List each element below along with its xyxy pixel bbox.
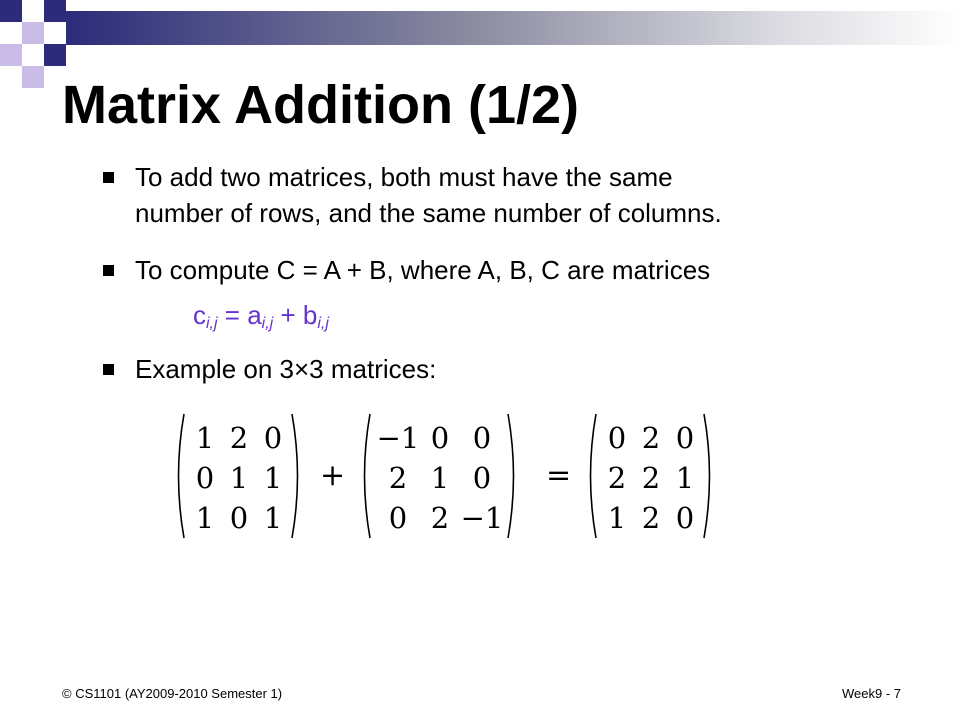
bullet-1-line-2: number of rows, and the same number of columns. [135, 198, 722, 228]
header-gradient-bar [66, 11, 960, 45]
matrix-cell: 0 [675, 501, 695, 535]
decorative-square [22, 22, 44, 44]
bullet-3-line-1: Example on 3×3 matrices: [135, 354, 437, 384]
equals-operator: = [546, 458, 572, 493]
left-parenthesis [584, 412, 598, 540]
matrix-cell: 0 [607, 421, 627, 455]
decorative-square [44, 0, 66, 22]
plus-operator: + [320, 458, 346, 493]
matrix-a-cells [188, 418, 290, 538]
bullet-marker [103, 265, 114, 276]
matrix-cell: 0 [675, 421, 695, 455]
matrix-cell: 0 [195, 461, 215, 495]
decorative-square [44, 44, 66, 66]
matrix-cell: −1 [376, 421, 420, 455]
matrix-cell: 0 [263, 421, 283, 455]
matrix-cell: 1 [675, 461, 695, 495]
matrix-cell: 0 [229, 501, 249, 535]
matrix-cell: −1 [460, 501, 504, 535]
matrix-cell: 2 [641, 501, 661, 535]
matrix-cell: 1 [195, 501, 215, 535]
matrix-cell: 0 [430, 421, 450, 455]
bullet-marker [103, 364, 114, 375]
matrix-cell: 2 [607, 461, 627, 495]
matrix-cell: 0 [388, 501, 408, 535]
matrix-a [172, 412, 304, 540]
bullet-marker [103, 172, 114, 183]
matrix-c-cells [600, 418, 702, 538]
left-parenthesis [172, 412, 186, 540]
left-parenthesis [358, 412, 372, 540]
bullet-2-line-1: To compute C = A + B, where A, B, C are matrices [135, 255, 711, 285]
right-parenthesis [290, 412, 304, 540]
matrix-b [358, 412, 520, 540]
formula-a-subscript: i,j [261, 315, 274, 332]
addition-formula [193, 300, 329, 333]
matrix-cell: 2 [430, 501, 450, 535]
matrix-cell: 0 [472, 421, 492, 455]
right-parenthesis [506, 412, 520, 540]
matrix-cell: 2 [641, 461, 661, 495]
matrix-cell: 2 [388, 461, 408, 495]
formula-c-subscript: i,j [206, 315, 218, 332]
formula-plus-b: + b [273, 300, 318, 330]
formula-equals-a: = a [217, 300, 262, 330]
formula-c: c [193, 300, 206, 330]
matrix-cell: 1 [430, 461, 450, 495]
matrix-cell: 1 [263, 501, 283, 535]
matrix-cell: 1 [607, 501, 627, 535]
matrix-cell: 1 [229, 461, 249, 495]
formula-b-subscript: i,j [317, 315, 329, 332]
right-parenthesis [702, 412, 716, 540]
matrix-cell: 2 [229, 421, 249, 455]
matrix-cell: 0 [472, 461, 492, 495]
matrix-c [584, 412, 716, 540]
matrix-cell: 1 [263, 461, 283, 495]
slide-title: Matrix Addition (1/2) [62, 75, 580, 135]
matrix-cell: 2 [641, 421, 661, 455]
decorative-square [22, 66, 44, 88]
footer-course: © CS1101 (AY2009-2010 Semester 1) [62, 686, 283, 701]
footer-page-number: Week9 - 7 [842, 686, 902, 701]
decorative-square [0, 44, 22, 66]
decorative-square [0, 0, 22, 22]
matrix-cell: 1 [195, 421, 215, 455]
matrix-b-cells [374, 418, 506, 538]
bullet-1-line-1: To add two matrices, both must have the same [135, 162, 673, 192]
